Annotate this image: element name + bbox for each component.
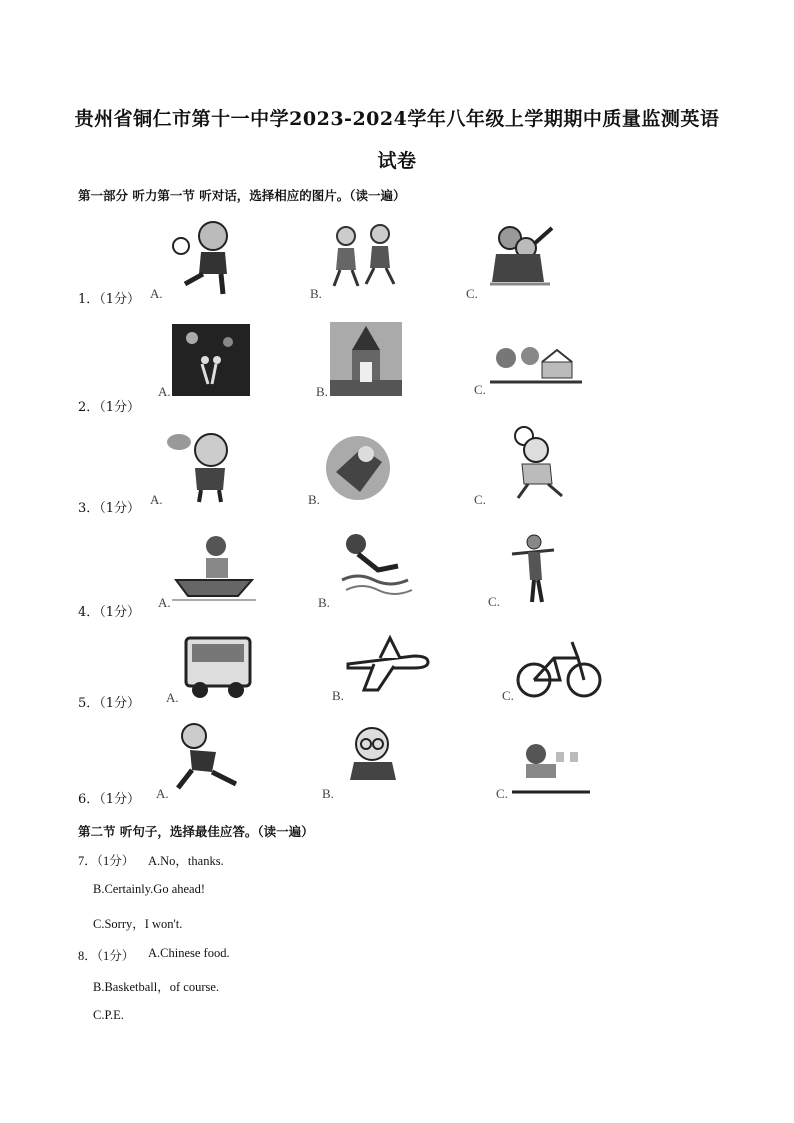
boy-kicking-football-image [165, 218, 245, 298]
page-title-line-2: 试卷 [377, 150, 417, 172]
q4-option-a[interactable]: A. [158, 595, 171, 610]
girl-skating-image [508, 532, 558, 608]
question-6-label: 6．（1分） [78, 792, 141, 807]
boy-in-boat-image [172, 534, 256, 604]
q6-option-c[interactable]: C. [496, 786, 508, 801]
church-building-image [330, 322, 402, 396]
question-5-label: 5．（1分） [78, 696, 141, 711]
q5-option-a[interactable]: A. [166, 690, 179, 705]
q7-option-a[interactable]: A.No，thanks. [148, 854, 224, 868]
question-8-label: 8．（1分） [78, 949, 135, 963]
part1-heading: 第一部分 听力第一节 听对话，选择相应的图片。（读一遍） [78, 188, 406, 203]
airplane-image [344, 632, 430, 696]
q4-option-c[interactable]: C. [488, 594, 500, 609]
q4-option-b[interactable]: B. [318, 595, 330, 610]
bicycle-image [516, 632, 602, 702]
q8-option-c[interactable]: C.P.E. [93, 1008, 124, 1022]
q8-option-a[interactable]: A.Chinese food. [148, 946, 230, 960]
q5-option-c[interactable]: C. [502, 688, 514, 703]
q3-option-a[interactable]: A. [150, 492, 163, 507]
kids-with-baseball-bat-image [480, 222, 560, 294]
boy-thinking-image [165, 428, 245, 504]
page-title-line-1: 贵州省铜仁市第十一中学2023-2024学年八年级上学期期中质量监测英语 [74, 108, 720, 130]
q1-option-c[interactable]: C. [466, 286, 478, 301]
boy-swimming-image [338, 530, 414, 596]
cleaning-image [322, 432, 396, 504]
q7-option-b[interactable]: B.Certainly.Go ahead! [93, 882, 205, 896]
two-kids-playing-image [326, 222, 406, 292]
q5-option-b[interactable]: B. [332, 688, 344, 703]
part2-heading: 第二节 听句子，选择最佳应答。（读一遍） [78, 824, 314, 839]
q3-option-b[interactable]: B. [308, 492, 320, 507]
boy-running-image [170, 722, 246, 794]
studying-at-desk-image [512, 738, 590, 796]
q1-option-a[interactable]: A. [150, 286, 163, 301]
question-4-label: 4．（1分） [78, 605, 141, 620]
q6-option-b[interactable]: B. [322, 786, 334, 801]
question-3-label: 3．（1分） [78, 501, 141, 516]
q8-option-b[interactable]: B.Basketball，of course. [93, 980, 220, 994]
fireworks-night-image [172, 324, 250, 396]
question-7-label: 7．（1分） [78, 854, 135, 868]
q7-option-c[interactable]: C.Sorry，I won't. [93, 917, 183, 931]
girl-playing-tennis-image [494, 426, 570, 502]
boy-with-glasses-image [340, 724, 412, 784]
q1-option-b[interactable]: B. [310, 286, 322, 301]
q2-option-a[interactable]: A. [158, 384, 171, 399]
q6-option-a[interactable]: A. [156, 786, 169, 801]
question-1-label: 1．（1分） [78, 292, 141, 307]
bus-image [182, 632, 256, 702]
q3-option-c[interactable]: C. [474, 492, 486, 507]
question-2-label: 2．（1分） [78, 400, 141, 415]
q2-option-c[interactable]: C. [474, 382, 486, 397]
q2-option-b[interactable]: B. [316, 384, 328, 399]
trees-and-houses-image [490, 346, 582, 388]
